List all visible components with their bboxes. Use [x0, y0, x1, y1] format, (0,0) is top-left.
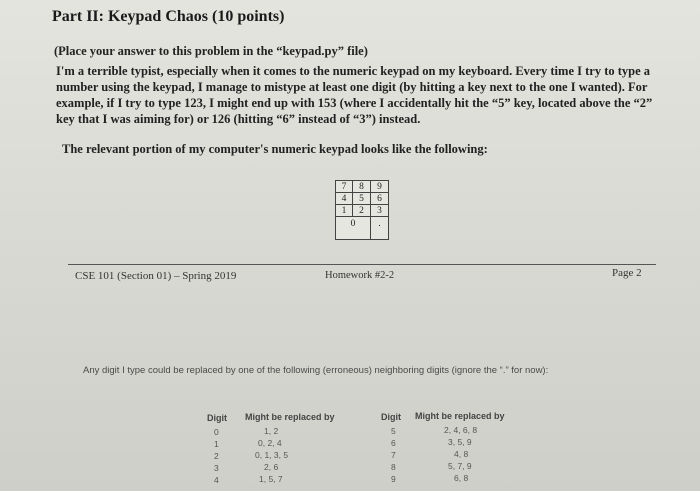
footer-homework: Homework #2-2	[325, 270, 395, 281]
table-cell-replacements: 3, 5, 9	[448, 437, 472, 447]
table-cell-digit: 0	[214, 427, 219, 437]
left-digit-header: Digit	[207, 413, 227, 423]
key-6: 6	[370, 192, 389, 205]
footer-course: CSE 101 (Section 01) – Spring 2019	[75, 270, 237, 282]
key-dot: .	[370, 216, 389, 240]
table-cell-digit: 8	[391, 462, 396, 472]
key-0: 0	[335, 216, 371, 240]
right-digit-header: Digit	[381, 412, 401, 422]
table-cell-digit: 4	[214, 475, 219, 485]
footer-page-number: Page 2	[612, 267, 642, 279]
table-cell-replacements: 2, 6	[264, 462, 279, 472]
table-cell-digit: 2	[214, 451, 219, 461]
key-5: 5	[352, 192, 371, 205]
key-7: 7	[335, 180, 353, 193]
table-cell-replacements: 0, 1, 3, 5	[255, 450, 289, 460]
instruction-text: (Place your answer to this problem in the “keypad.py” file)	[54, 44, 368, 58]
table-cell-digit: 5	[391, 426, 396, 436]
table-cell-digit: 6	[391, 438, 396, 448]
table-cell-replacements: 6, 8	[454, 473, 469, 483]
key-4: 4	[335, 192, 353, 205]
table-cell-digit: 9	[391, 474, 396, 484]
key-9: 9	[370, 180, 389, 193]
replacement-intro-text: Any digit I type could be replaced by one of the following (erroneous) neighboring digits (ignore the “.” for now):	[83, 365, 549, 376]
table-cell-replacements: 5, 7, 9	[448, 461, 472, 471]
table-cell-replacements: 4, 8	[454, 449, 469, 459]
left-replace-header: Might be replaced by	[245, 412, 335, 422]
section-title: Part II: Keypad Chaos (10 points)	[52, 8, 285, 25]
table-cell-digit: 7	[391, 450, 396, 460]
key-2: 2	[352, 204, 371, 217]
key-3: 3	[370, 204, 389, 217]
table-cell-replacements: 1, 2	[264, 426, 279, 436]
key-8: 8	[352, 180, 371, 193]
key-1: 1	[335, 204, 353, 217]
table-cell-digit: 3	[214, 463, 219, 473]
footer-divider	[68, 264, 656, 265]
problem-paragraph: I'm a terrible typist, especially when it comes to the numeric keypad on my keyboard. Every time I try to type a number using the keypad, I manage to mistype at least one digit (by hitting a key next to the one I wanted). For example, if I try to type 123, I might end up with 153 (where I accidentally hit the “5” key, located above the “2” key that I was aiming for) or 126 (hitting “6” instead of “3”) instead.	[56, 64, 653, 126]
table-cell-replacements: 0, 2, 4	[258, 438, 282, 448]
table-cell-digit: 1	[214, 439, 219, 449]
table-cell-replacements: 2, 4, 6, 8	[444, 425, 478, 435]
numeric-keypad-figure	[335, 180, 389, 240]
right-replace-header: Might be replaced by	[415, 411, 505, 421]
table-cell-replacements: 1, 5, 7	[259, 474, 283, 484]
keypad-intro-text: The relevant portion of my computer's numeric keypad looks like the following:	[62, 142, 488, 156]
